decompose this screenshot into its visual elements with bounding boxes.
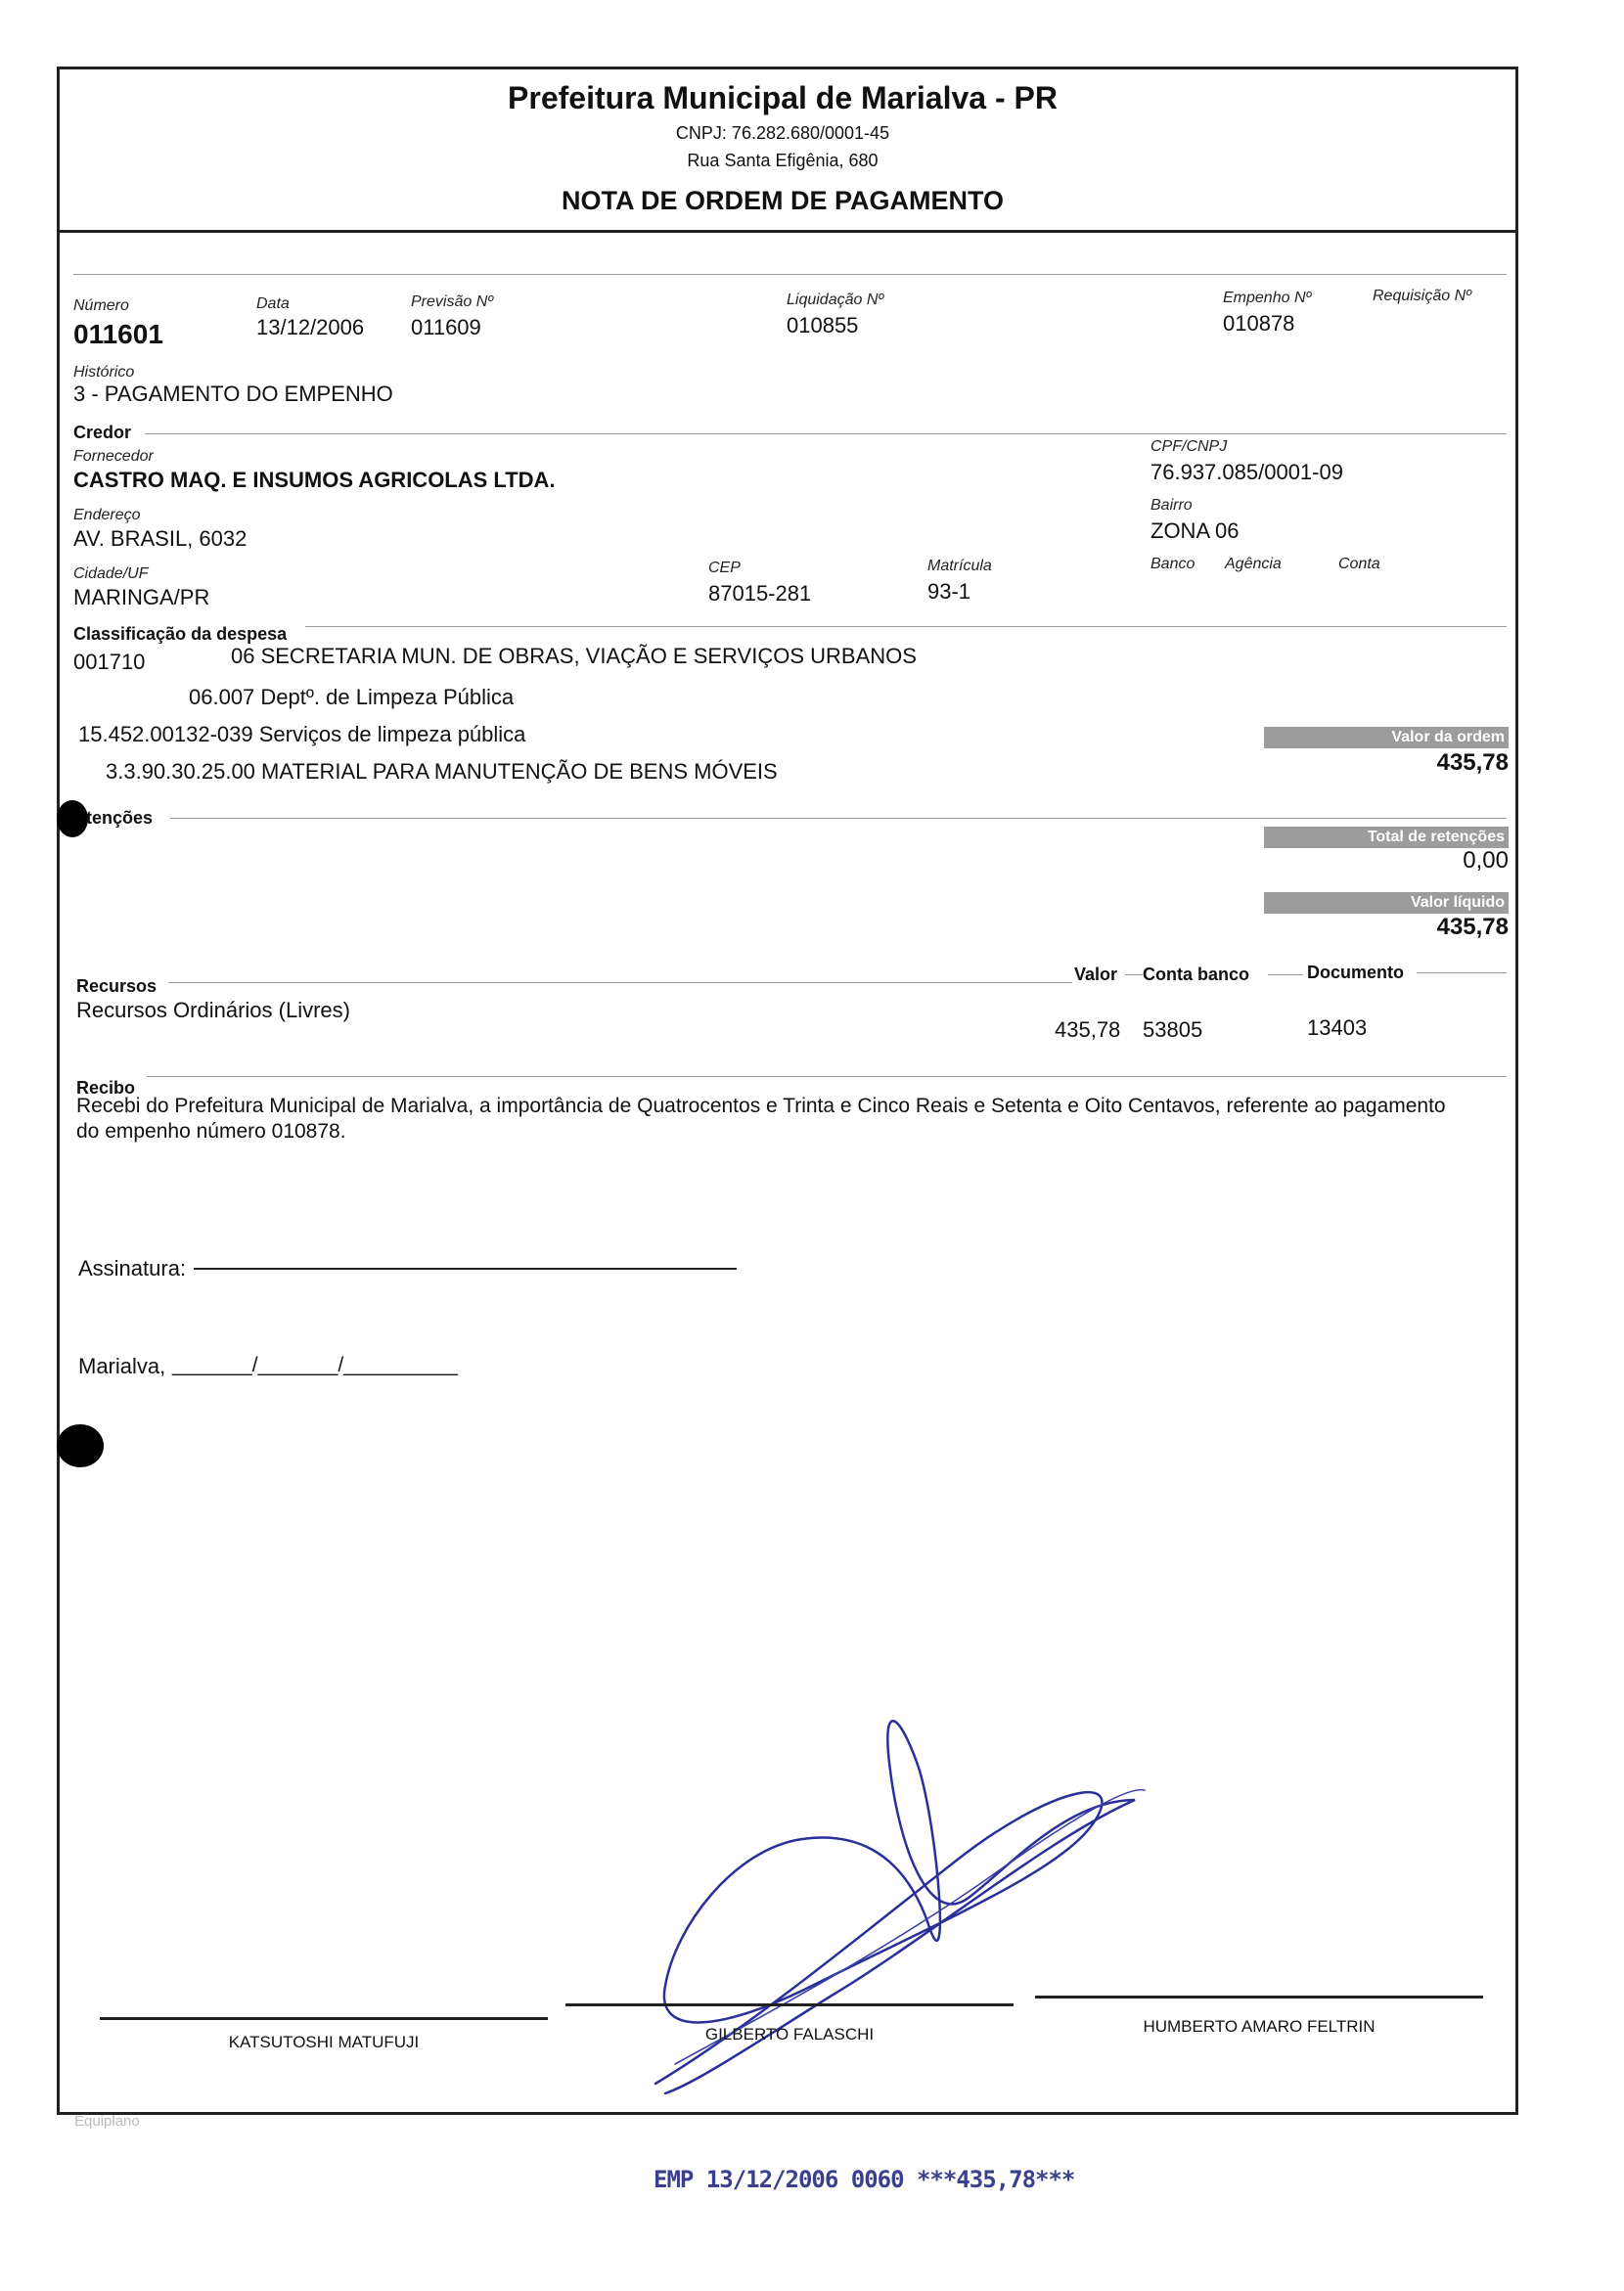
- recursos-conta: 53805: [1143, 1017, 1203, 1042]
- ink-blot: [57, 800, 88, 837]
- credor-section: Credor: [73, 423, 132, 442]
- header-separator: [57, 230, 1518, 233]
- cpf-value: 76.937.085/0001-09: [1150, 460, 1343, 484]
- classificacao-unidade: 06.007 Deptº. de Limpeza Pública: [189, 685, 515, 709]
- retencoes-rule: [170, 818, 1507, 819]
- document-title: NOTA DE ORDEM DE PAGAMENTO: [561, 186, 1004, 215]
- top-rule: [73, 274, 1507, 275]
- conta-label: Conta: [1338, 556, 1380, 572]
- credor-rule: [145, 433, 1507, 434]
- recursos-item: Recursos Ordinários (Livres): [76, 998, 350, 1022]
- total-retencoes-label: Total de retenções: [1264, 827, 1509, 848]
- recibo-section: Recibo: [76, 1078, 136, 1098]
- recursos-section: Recursos: [76, 976, 158, 996]
- assinatura-label: Assinatura:: [78, 1256, 187, 1280]
- classificacao-section: Classificação da despesa: [73, 624, 288, 644]
- bairro-label: Bairro: [1150, 497, 1193, 514]
- fornecedor-label: Fornecedor: [73, 448, 154, 465]
- classificacao-rule: [305, 626, 1507, 627]
- previsao-label: Previsão Nº: [411, 293, 494, 310]
- endereco-label: Endereço: [73, 507, 141, 523]
- previsao-value: 011609: [411, 315, 481, 339]
- recursos-valor: 435,78: [1055, 1017, 1121, 1042]
- signatory-1: KATSUTOSHI MATUFUJI: [228, 2033, 420, 2051]
- cidade-value: MARINGA/PR: [73, 585, 210, 609]
- cidade-label: Cidade/UF: [73, 565, 149, 582]
- header-cnpj: CNPJ: 76.282.680/0001-45: [675, 123, 890, 143]
- page-title: Prefeitura Municipal de Marialva - PR: [508, 80, 1058, 115]
- recursos-documento: 13403: [1307, 1015, 1368, 1040]
- empenho-value: 010878: [1223, 311, 1295, 336]
- valor-ordem-label: Valor da ordem: [1264, 727, 1509, 748]
- data-label: Data: [256, 295, 290, 312]
- empenho-label: Empenho Nº: [1223, 290, 1312, 306]
- software-name: Equiplano: [74, 2113, 140, 2130]
- matricula-label: Matrícula: [927, 558, 992, 574]
- assinatura-line[interactable]: [194, 1268, 737, 1270]
- cep-value: 87015-281: [708, 581, 812, 606]
- ink-blot: [57, 1424, 104, 1467]
- valor-ordem-value: 435,78: [1436, 749, 1509, 776]
- cep-label: CEP: [708, 560, 741, 576]
- recursos-rule-d: [1417, 972, 1507, 973]
- classificacao-elemento: 3.3.90.30.25.00 MATERIAL PARA MANUTENÇÃO DE BENS MÓVEIS: [106, 759, 778, 784]
- date-blanks[interactable]: _______/_______/__________: [172, 1354, 458, 1376]
- total-retencoes-value: 0,00: [1463, 847, 1509, 874]
- historico-label: Histórico: [73, 364, 135, 381]
- bank-stamp: EMP 13/12/2006 0060 ***435,78***: [654, 2166, 1075, 2193]
- liquidacao-label: Liquidação Nº: [787, 292, 884, 308]
- bairro-value: ZONA 06: [1150, 518, 1240, 543]
- endereco-value: AV. BRASIL, 6032: [73, 526, 248, 551]
- numero-value: 011601: [73, 319, 163, 349]
- fornecedor-value: CASTRO MAQ. E INSUMOS AGRICOLAS LTDA.: [73, 468, 556, 492]
- requisicao-label: Requisição Nº: [1373, 288, 1471, 304]
- header-address: Rua Santa Efigênia, 680: [687, 151, 879, 170]
- recursos-rule-b: [1125, 974, 1143, 975]
- cpf-label: CPF/CNPJ: [1150, 438, 1228, 455]
- signatory-3: HUMBERTO AMARO FELTRIN: [1143, 2017, 1376, 2036]
- recursos-rule-a: [168, 982, 1072, 983]
- signature-line-2: [565, 2003, 1014, 2006]
- valor-liquido-label: Valor líquido: [1264, 892, 1509, 914]
- numero-label: Número: [73, 297, 129, 314]
- data-value: 13/12/2006: [256, 315, 365, 339]
- recursos-rule-c: [1268, 974, 1303, 975]
- retencoes-section: tenções: [86, 808, 154, 828]
- classificacao-orgao: 06 SECRETARIA MUN. DE OBRAS, VIAÇÃO E SERVIÇOS URBANOS: [231, 644, 917, 668]
- historico-value: 3 - PAGAMENTO DO EMPENHO: [73, 382, 393, 406]
- agencia-label: Agência: [1225, 556, 1282, 572]
- classificacao-code: 001710: [73, 650, 146, 674]
- signatory-2: GILBERTO FALASCHI: [704, 2025, 875, 2044]
- matricula-value: 93-1: [927, 579, 971, 604]
- recursos-valor-label: Valor: [1074, 965, 1118, 984]
- recursos-documento-label: Documento: [1307, 963, 1404, 982]
- local-label: Marialva,: [78, 1354, 166, 1378]
- signature-line-3: [1035, 1996, 1483, 1999]
- classificacao-funcional: 15.452.00132-039 Serviços de limpeza pública: [78, 722, 526, 746]
- valor-liquido-value: 435,78: [1436, 914, 1509, 940]
- recibo-text: Recebi do Prefeitura Municipal de Marialva, a importância de Quatrocentos e Trinta e Cinco Reais e Setenta e Oito Centavos, referente ao pagamento do empenho número 010878.: [76, 1095, 1446, 1143]
- liquidacao-value: 010855: [787, 313, 859, 337]
- recursos-conta-label: Conta banco: [1143, 965, 1250, 984]
- banco-label: Banco: [1150, 556, 1195, 572]
- recibo-rule: [147, 1076, 1507, 1077]
- signature-line-1: [100, 2017, 548, 2020]
